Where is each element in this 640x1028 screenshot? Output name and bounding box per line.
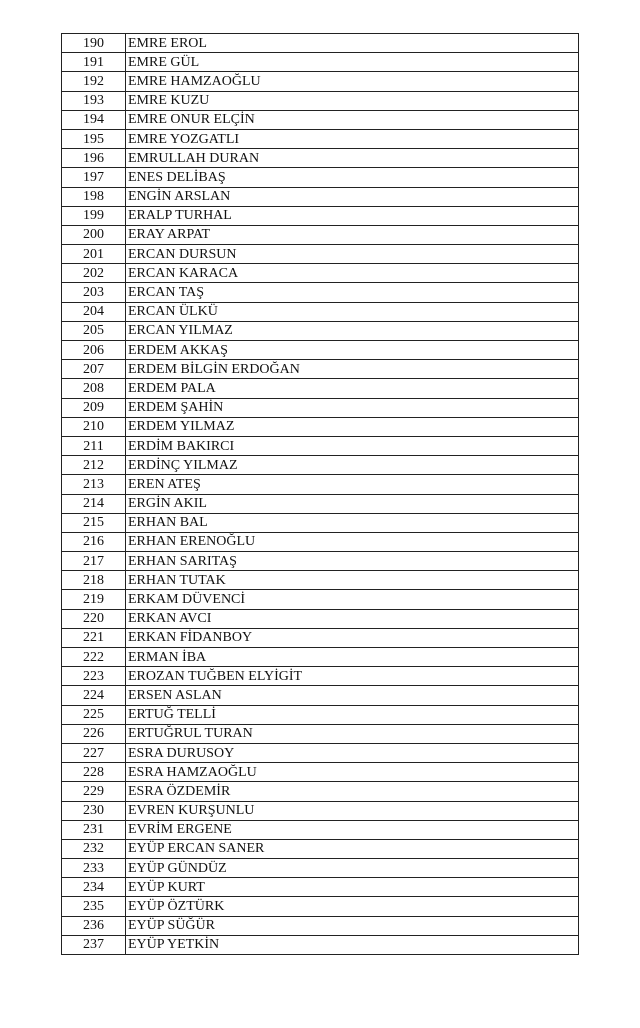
person-name-cell: ERHAN ERENOĞLU: [126, 532, 579, 551]
row-number-cell: 195: [62, 129, 126, 148]
row-number-cell: 230: [62, 801, 126, 820]
row-number-cell: 221: [62, 628, 126, 647]
table-row: [62, 628, 579, 647]
row-number-cell: 236: [62, 916, 126, 935]
row-number-cell: 202: [62, 264, 126, 283]
row-number-cell: 235: [62, 897, 126, 916]
row-number-cell: 224: [62, 686, 126, 705]
table-row: [62, 513, 579, 532]
table-row: [62, 648, 579, 667]
table-row: [62, 379, 579, 398]
person-name-cell: EYÜP ERCAN SANER: [126, 839, 579, 858]
table-row: [62, 935, 579, 954]
table-row: [62, 34, 579, 53]
table-row: [62, 724, 579, 743]
person-name-cell: ERHAN TUTAK: [126, 571, 579, 590]
row-number-cell: 216: [62, 532, 126, 551]
row-number-cell: 207: [62, 360, 126, 379]
person-name-cell: ERTUĞ TELLİ: [126, 705, 579, 724]
person-name-cell: ERCAN KARACA: [126, 264, 579, 283]
row-number-cell: 232: [62, 839, 126, 858]
row-number-cell: 220: [62, 609, 126, 628]
row-number-cell: 219: [62, 590, 126, 609]
row-number-cell: 206: [62, 341, 126, 360]
person-name-cell: EYÜP GÜNDÜZ: [126, 859, 579, 878]
row-number-cell: 193: [62, 91, 126, 110]
person-name-cell: EVRİM ERGENE: [126, 820, 579, 839]
row-number-cell: 233: [62, 859, 126, 878]
table-row: [62, 705, 579, 724]
row-number-cell: 198: [62, 187, 126, 206]
row-number-cell: 211: [62, 436, 126, 455]
person-name-cell: ESRA DURUSOY: [126, 743, 579, 762]
person-name-cell: ENES DELİBAŞ: [126, 168, 579, 187]
table-row: [62, 341, 579, 360]
table-row: [62, 302, 579, 321]
table-row: [62, 590, 579, 609]
table-row: [62, 91, 579, 110]
row-number-cell: 212: [62, 456, 126, 475]
table-row: [62, 245, 579, 264]
table-row: [62, 743, 579, 762]
table-row: [62, 283, 579, 302]
table-row: [62, 494, 579, 513]
row-number-cell: 214: [62, 494, 126, 513]
person-name-cell: ERGİN AKIL: [126, 494, 579, 513]
table-row: [62, 763, 579, 782]
person-name-cell: ERCAN YILMAZ: [126, 321, 579, 340]
person-name-cell: ERDEM AKKAŞ: [126, 341, 579, 360]
person-name-cell: ERHAN SARITAŞ: [126, 552, 579, 571]
row-number-cell: 222: [62, 648, 126, 667]
person-name-cell: EMRE EROL: [126, 34, 579, 53]
table-row: [62, 878, 579, 897]
name-list-table: [61, 33, 579, 955]
person-name-cell: EMRE HAMZAOĞLU: [126, 72, 579, 91]
row-number-cell: 196: [62, 149, 126, 168]
person-name-cell: ERMAN İBA: [126, 648, 579, 667]
table-row: [62, 206, 579, 225]
table-row: [62, 686, 579, 705]
row-number-cell: 237: [62, 935, 126, 954]
table-row: [62, 398, 579, 417]
person-name-cell: ERDİNÇ YILMAZ: [126, 456, 579, 475]
table-row: [62, 417, 579, 436]
row-number-cell: 210: [62, 417, 126, 436]
person-name-cell: ERDEM PALA: [126, 379, 579, 398]
person-name-cell: ERKAN FİDANBOY: [126, 628, 579, 647]
table-row: [62, 149, 579, 168]
person-name-cell: EMRULLAH DURAN: [126, 149, 579, 168]
row-number-cell: 223: [62, 667, 126, 686]
table-row: [62, 436, 579, 455]
person-name-cell: ESRA ÖZDEMİR: [126, 782, 579, 801]
person-name-cell: ENGİN ARSLAN: [126, 187, 579, 206]
person-name-cell: ERCAN TAŞ: [126, 283, 579, 302]
table-row: [62, 839, 579, 858]
row-number-cell: 208: [62, 379, 126, 398]
table-row: [62, 225, 579, 244]
table-row: [62, 801, 579, 820]
row-number-cell: 191: [62, 53, 126, 72]
name-list-body: [62, 34, 579, 955]
row-number-cell: 217: [62, 552, 126, 571]
person-name-cell: EYÜP ÖZTÜRK: [126, 897, 579, 916]
row-number-cell: 192: [62, 72, 126, 91]
table-row: [62, 532, 579, 551]
table-row: [62, 321, 579, 340]
table-row: [62, 360, 579, 379]
row-number-cell: 226: [62, 724, 126, 743]
table-row: [62, 859, 579, 878]
row-number-cell: 225: [62, 705, 126, 724]
person-name-cell: ERSEN ASLAN: [126, 686, 579, 705]
person-name-cell: ERDEM BİLGİN ERDOĞAN: [126, 360, 579, 379]
person-name-cell: EYÜP KURT: [126, 878, 579, 897]
person-name-cell: ERDİM BAKIRCI: [126, 436, 579, 455]
row-number-cell: 200: [62, 225, 126, 244]
table-row: [62, 571, 579, 590]
row-number-cell: 231: [62, 820, 126, 839]
table-row: [62, 820, 579, 839]
person-name-cell: ERKAM DÜVENCİ: [126, 590, 579, 609]
person-name-cell: EROZAN TUĞBEN ELYİGİT: [126, 667, 579, 686]
table-row: [62, 53, 579, 72]
table-row: [62, 72, 579, 91]
row-number-cell: 205: [62, 321, 126, 340]
table-row: [62, 667, 579, 686]
row-number-cell: 215: [62, 513, 126, 532]
person-name-cell: ESRA HAMZAOĞLU: [126, 763, 579, 782]
table-row: [62, 782, 579, 801]
row-number-cell: 201: [62, 245, 126, 264]
table-row: [62, 168, 579, 187]
person-name-cell: ERCAN ÜLKÜ: [126, 302, 579, 321]
person-name-cell: EMRE GÜL: [126, 53, 579, 72]
person-name-cell: ERDEM YILMAZ: [126, 417, 579, 436]
table-row: [62, 609, 579, 628]
row-number-cell: 204: [62, 302, 126, 321]
table-row: [62, 264, 579, 283]
person-name-cell: ERKAN AVCI: [126, 609, 579, 628]
person-name-cell: EMRE KUZU: [126, 91, 579, 110]
table-row: [62, 129, 579, 148]
table-row: [62, 110, 579, 129]
table-row: [62, 475, 579, 494]
table-row: [62, 456, 579, 475]
row-number-cell: 229: [62, 782, 126, 801]
row-number-cell: 190: [62, 34, 126, 53]
person-name-cell: EMRE ONUR ELÇİN: [126, 110, 579, 129]
table-row: [62, 187, 579, 206]
person-name-cell: EMRE YOZGATLI: [126, 129, 579, 148]
row-number-cell: 234: [62, 878, 126, 897]
person-name-cell: ERCAN DURSUN: [126, 245, 579, 264]
row-number-cell: 227: [62, 743, 126, 762]
row-number-cell: 218: [62, 571, 126, 590]
person-name-cell: EYÜP SÜĞÜR: [126, 916, 579, 935]
table-row: [62, 897, 579, 916]
table-row: [62, 916, 579, 935]
row-number-cell: 197: [62, 168, 126, 187]
person-name-cell: EREN ATEŞ: [126, 475, 579, 494]
person-name-cell: ERDEM ŞAHİN: [126, 398, 579, 417]
person-name-cell: ERALP TURHAL: [126, 206, 579, 225]
row-number-cell: 199: [62, 206, 126, 225]
person-name-cell: ERHAN BAL: [126, 513, 579, 532]
row-number-cell: 194: [62, 110, 126, 129]
row-number-cell: 203: [62, 283, 126, 302]
person-name-cell: EYÜP YETKİN: [126, 935, 579, 954]
row-number-cell: 228: [62, 763, 126, 782]
person-name-cell: EVREN KURŞUNLU: [126, 801, 579, 820]
table-row: [62, 552, 579, 571]
row-number-cell: 209: [62, 398, 126, 417]
person-name-cell: ERAY ARPAT: [126, 225, 579, 244]
person-name-cell: ERTUĞRUL TURAN: [126, 724, 579, 743]
row-number-cell: 213: [62, 475, 126, 494]
